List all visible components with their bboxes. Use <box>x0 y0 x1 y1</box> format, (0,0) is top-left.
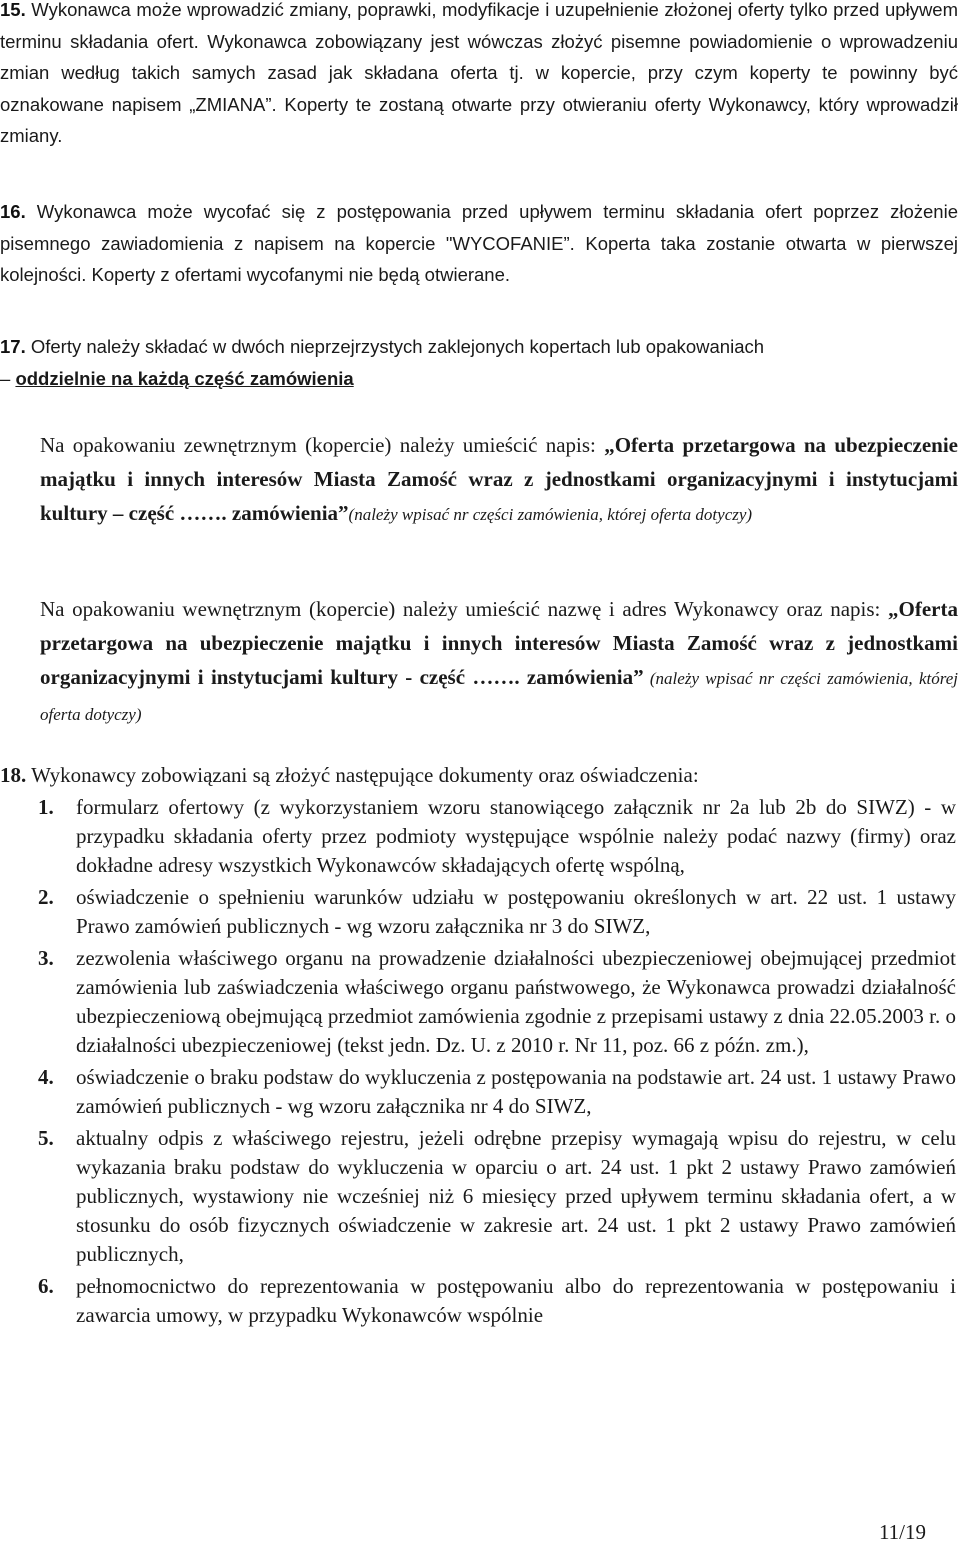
inner-lead-text: Na opakowaniu wewnętrznym (kopercie) należy umieścić nazwę i adres Wykonawcy oraz napis: <box>40 597 889 621</box>
list-item <box>38 1063 956 1121</box>
list-item-number: 4. <box>38 1065 54 1089</box>
page-number: 11/19 <box>878 1520 926 1544</box>
paragraph-text: Oferty należy składać w dwóch nieprzejrzystych zaklejonych kopertach lub opakowaniach <box>30 336 765 357</box>
paragraph-16 <box>0 196 958 291</box>
list-item-text: oświadczenie o spełnieniu warunków udziału w postępowaniu określonych w art. 22 ust. 1 ustawy Prawo zamówień publicznych - wg wzoru załącznika nr 3 do SIWZ, <box>76 885 956 938</box>
dash: – <box>0 367 16 389</box>
list-item-number: 3. <box>38 946 54 970</box>
paragraph-17 <box>0 331 958 394</box>
inner-italic-note: (należy wpisać nr części zamówienia, której oferta dotyczy) <box>40 669 959 724</box>
documents-list <box>38 793 956 1333</box>
list-item-number: 2. <box>38 885 54 909</box>
inner-bold-label: „Oferta przetargowa na ubezpieczenie majątku i innych interesów Miasta Zamość wraz z jednostkami organizacyjnymi i instytucjami kultury - część ……. zamówienia” <box>40 597 958 689</box>
list-item-number: 6. <box>38 1274 54 1298</box>
list-item-text: zezwolenia właściwego organu na prowadzenie działalności ubezpieczeniowej obejmującej przedmiot zamówienia lub zaświadczenia właściwego organu państwowego, że Wykonawca prowadzi działalność ubezpieczeniową obejmującą przedmiot zamówienia zgodnie z przepisami ustawy z dnia 22.05.2003 r. o działalności ubezpieczeniowej (tekst jedn. Dz. U. z 2010 r. Nr 11, poz. 66 z późn. zm.), <box>76 946 956 1057</box>
list-item <box>38 1124 956 1269</box>
list-item-text: oświadczenie o braku podstaw do wykluczenia z postępowania na podstawie art. 24 ust. 1 ustawy Prawo zamówień publicznych - wg wzoru załącznika nr 4 do SIWZ, <box>76 1065 956 1118</box>
list-item-number: 1. <box>38 795 54 819</box>
paragraph-number: 17. <box>0 336 26 357</box>
outer-lead-text: Na opakowaniu zewnętrznym (kopercie) należy umieścić napis: <box>40 433 605 457</box>
list-item-text: pełnomocnictwo do reprezentowania w postępowaniu albo do reprezentowania w postępowaniu i zawarcia umowy, w przypadku Wykonawców wspólnie <box>76 1274 956 1327</box>
paragraph-number: 18. <box>0 763 27 787</box>
paragraph-number: 15. <box>0 0 26 20</box>
outer-italic-note: (należy wpisać nr części zamówienia, której oferta dotyczy) <box>348 505 753 524</box>
outer-bold-label: „Oferta przetargowa na ubezpieczenie majątku i innych interesów Miasta Zamość wraz z jednostkami organizacyjnymi i instytucjami kultury – część ……. zamówienia” <box>40 433 958 525</box>
outer-envelope-instruction <box>40 428 958 532</box>
list-item <box>38 944 956 1060</box>
paragraph-text: Wykonawca może wycofać się z postępowania przed upływem terminu składania ofert poprzez złożenie pisemnego zawiadomienia z napisem na kopercie "WYCOFANIE”. Koperta taka zostanie otwarta w pierwszej kolejności. Koperty z ofertami wycofanymi nie będą otwierane. <box>0 201 959 285</box>
paragraph-15 <box>0 0 958 152</box>
underlined-emphasis: oddzielnie na każdą część zamówienia <box>15 367 354 389</box>
inner-envelope-instruction <box>40 592 958 732</box>
list-item-text: aktualny odpis z właściwego rejestru, jeżeli odrębne przepisy wymagają wpisu do rejestru, w celu wykazania braku podstaw do wykluczenia w oparciu o art. 24 ust. 1 pkt 2 ustawy Prawo zamówień publicznych, wystawiony nie wcześniej niż 6 miesięcy przed upływem terminu składania ofert, a w stosunku do osób fizycznych oświadczenie w zakresie art. 24 ust. 1 pkt 2 ustawy Prawo zamówień publicznych, <box>76 1126 956 1266</box>
list-item <box>38 883 956 941</box>
paragraph-number: 16. <box>0 201 26 222</box>
paragraph-18 <box>0 758 958 792</box>
list-item <box>38 1272 956 1330</box>
paragraph-text: Wykonawca może wprowadzić zmiany, poprawki, modyfikacje i uzupełnienie złożonej oferty tylko przed upływem terminu składania ofert. Wykonawca zobowiązany jest wówczas złożyć pisemne powiadomienie o wprowadzeniu zmian według takich samych zasad jak składana oferta tj. w kopercie, przy czym koperty te powinny być oznakowane napisem „ZMIANA”. Koperty te zostaną otwarte przy otwieraniu oferty Wykonawcy, który wprowadził zmiany. <box>0 0 959 146</box>
list-item-number: 5. <box>38 1126 54 1150</box>
paragraph-text: Wykonawcy zobowiązani są złożyć następujące dokumenty oraz oświadczenia: <box>31 763 699 787</box>
list-item-text: formularz ofertowy (z wykorzystaniem wzoru stanowiącego załącznik nr 2a lub 2b do SIWZ) - w przypadku składania oferty przez podmioty występujące wspólnie należy podać nazwy (firmy) oraz dokładne adresy wszystkich Wykonawców składających ofertę wspólną, <box>76 795 956 877</box>
list-item <box>38 793 956 880</box>
